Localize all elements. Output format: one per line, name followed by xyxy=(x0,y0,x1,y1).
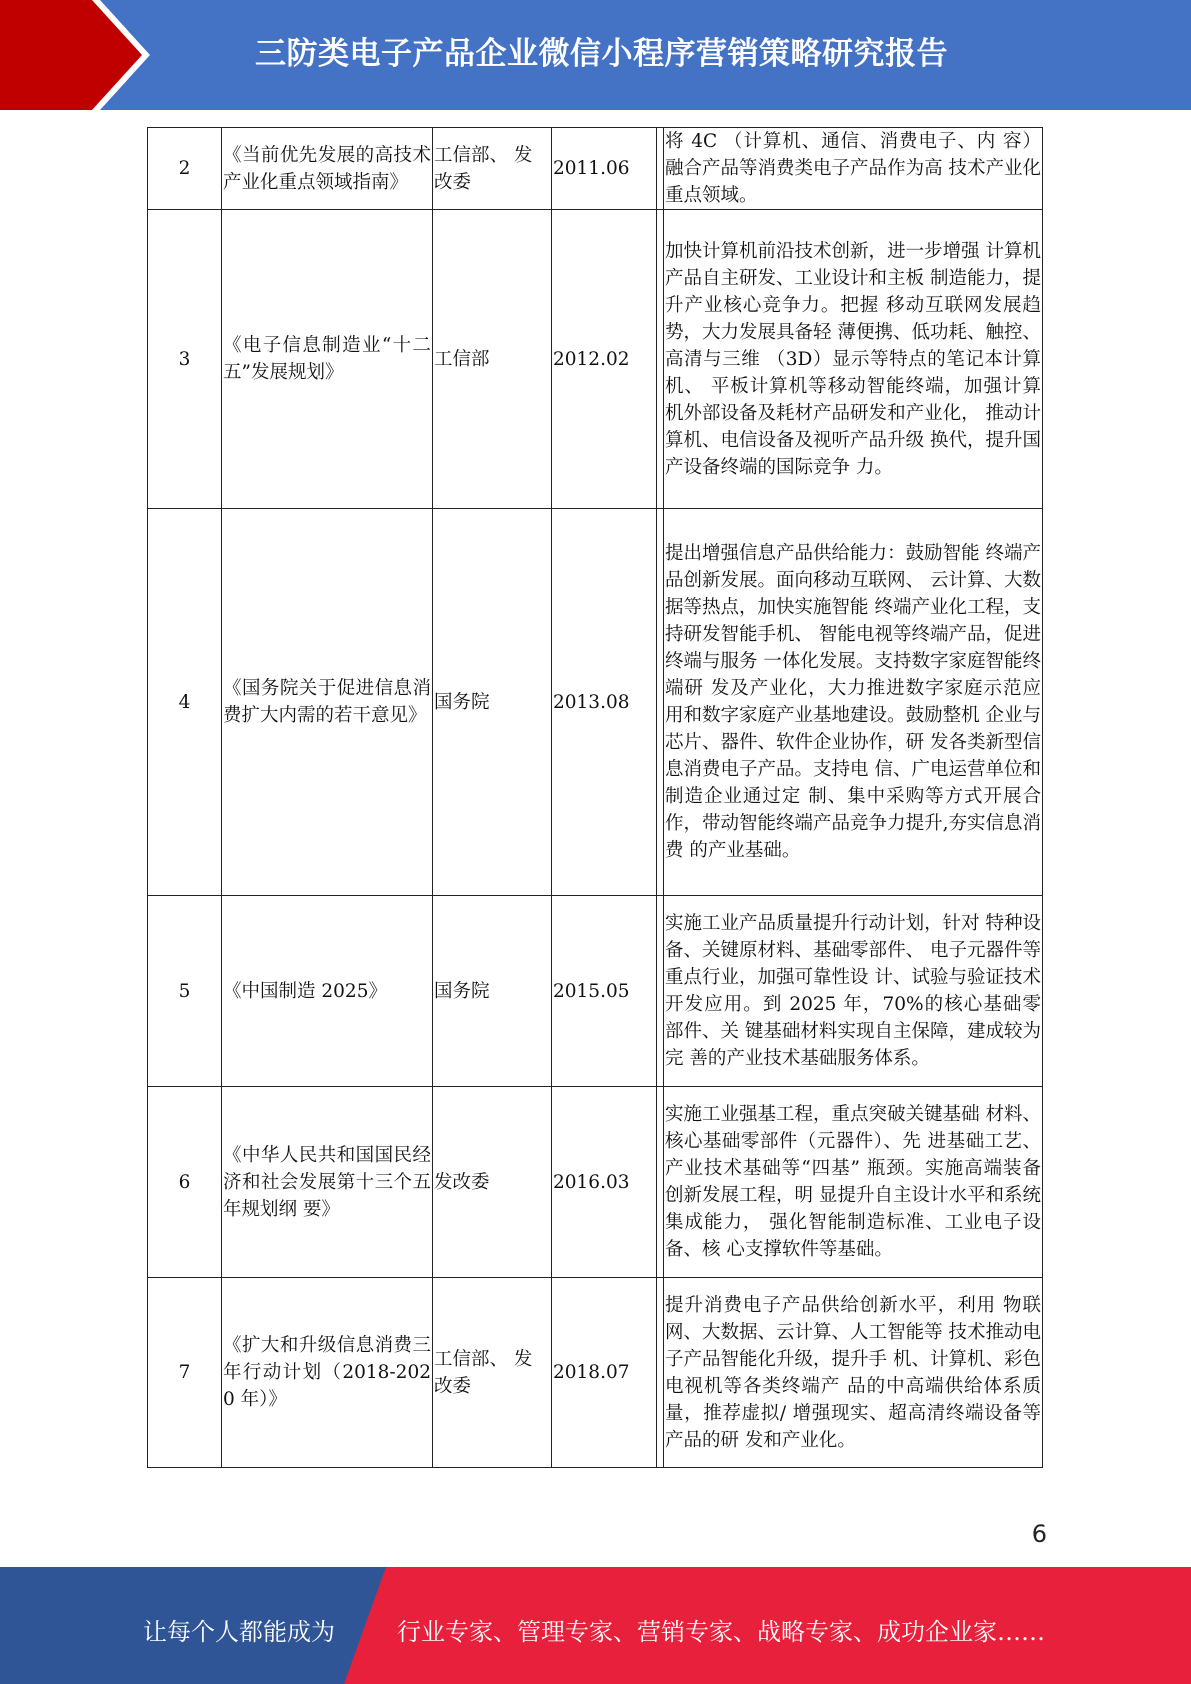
policy-content: 实施工业强基工程，重点突破关键基础 材料、核心基础零部件（元器件）、先 进基础工艺、产业技术基础等“四基” 瓶颈。实施高端装备创新发展工程，明 显提升自主设计水平和系统集成能力， 强化智能制造标准、工业电子设备、核 心支撑软件等基础。 xyxy=(664,1087,1043,1278)
policy-content: 提出增强信息产品供给能力：鼓励智能 终端产品创新发展。面向移动互联网、 云计算、大数据等热点，加快实施智能 终端产业化工程，支持研发智能手机、 智能电视等终端产品，促进终端与服务 一体化发展。支持数字家庭智能终端研 发及产业化，大力推进数字家庭示范应 用和数字家庭产业基地建设。鼓励整机 企业与芯片、器件、软件企业协作，研 发各类新型信息消费电子产品。支持电 信、广电运营单位和制造企业通过定 制、集中采购等方式开展合作，带动智能终端产品竞争力提升,夯实信息消费 的产业基础。 xyxy=(664,509,1043,896)
policy-content: 提升消费电子产品供给创新水平，利用 物联网、大数据、云计算、人工智能等 技术推动电子产品智能化升级，提升手 机、计算机、彩色电视机等各类终端产 品的中高端供给体系质量，推荐虚拟/ 增强现实、超高清终端设备等产品的研 发和产业化。 xyxy=(664,1278,1043,1468)
policy-name: 《扩大和升级信息消费三年行动计划（2018-2020 年）》 xyxy=(222,1278,433,1468)
issue-date: 2018.07 xyxy=(552,1278,657,1468)
policy-content: 实施工业产品质量提升行动计划，针对 特种设备、关键原材料、基础零部件、 电子元器件等重点行业，加强可靠性设 计、试验与验证技术开发应用。到 2025 年，70%的核心基础零部件、关 键基础材料实现自主保障，建成较为完 善的产业技术基础服务体系。 xyxy=(664,896,1043,1087)
footer-slogan-left: 让每个人都能成为 xyxy=(143,1618,335,1646)
issuing-department: 国务院 xyxy=(433,896,552,1087)
row-number: 6 xyxy=(148,1087,222,1278)
table-row xyxy=(148,210,1043,509)
row-number: 2 xyxy=(148,128,222,210)
issue-date: 2016.03 xyxy=(552,1087,657,1278)
page-number: 6 xyxy=(1031,1520,1047,1548)
policy-content: 加快计算机前沿技术创新，进一步增强 计算机产品自主研发、工业设计和主板 制造能力，提升产业核心竞争力。把握 移动互联网发展趋势，大力发展具备轻 薄便携、低功耗、触控、高清与三维 （3D）显示等特点的笔记本计算机、 平板计算机等移动智能终端，加强计算 机外部设备及耗材产品研发和产业化， 推动计算机、电信设备及视听产品升级 换代，提升国产设备终端的国际竞争 力。 xyxy=(664,210,1043,509)
policy-name: 《电子信息制造业“十二五”发展规划》 xyxy=(222,210,433,509)
issuing-department: 国务院 xyxy=(433,509,552,896)
policy-content: 将 4C （计算机、通信、消费电子、内 容）融合产品等消费类电子产品作为高 技术产业化重点领域。 xyxy=(664,128,1043,210)
issue-date: 2012.02 xyxy=(552,210,657,509)
spacer-cell xyxy=(657,1278,664,1468)
document-title: 三防类电子产品企业微信小程序营销策略研究报告 xyxy=(255,36,948,72)
row-number: 4 xyxy=(148,509,222,896)
issuing-department: 工信部、 发改委 xyxy=(433,1278,552,1468)
issue-date: 2011.06 xyxy=(552,128,657,210)
issuing-department: 工信部 xyxy=(433,210,552,509)
spacer-cell xyxy=(657,210,664,509)
issuing-department: 发改委 xyxy=(433,1087,552,1278)
table-row xyxy=(148,509,1043,896)
policy-name: 《国务院关于促进信息消费扩大内需的若干意见》 xyxy=(222,509,433,896)
spacer-cell xyxy=(657,896,664,1087)
row-number: 7 xyxy=(148,1278,222,1468)
row-number: 5 xyxy=(148,896,222,1087)
table-row xyxy=(148,128,1043,210)
table-row xyxy=(148,1087,1043,1278)
footer-slogan-right: 行业专家、管理专家、营销专家、战略专家、成功企业家…… xyxy=(397,1618,1045,1646)
issue-date: 2013.08 xyxy=(552,509,657,896)
issuing-department: 工信部、 发改委 xyxy=(433,128,552,210)
table-row xyxy=(148,1278,1043,1468)
policy-table xyxy=(147,127,1043,1468)
spacer-cell xyxy=(657,509,664,896)
policy-name: 《当前优先发展的高技术产业化重点领域指南》 xyxy=(222,128,433,210)
policy-name: 《中华人民共和国国民经济和社会发展第十三个五年规划纲 要》 xyxy=(222,1087,433,1278)
page-header xyxy=(0,0,1191,110)
issue-date: 2015.05 xyxy=(552,896,657,1087)
spacer-cell xyxy=(657,128,664,210)
table-row xyxy=(148,896,1043,1087)
policy-name: 《中国制造 2025》 xyxy=(222,896,433,1087)
row-number: 3 xyxy=(148,210,222,509)
spacer-cell xyxy=(657,1087,664,1278)
header-arrow-decoration xyxy=(0,0,150,110)
